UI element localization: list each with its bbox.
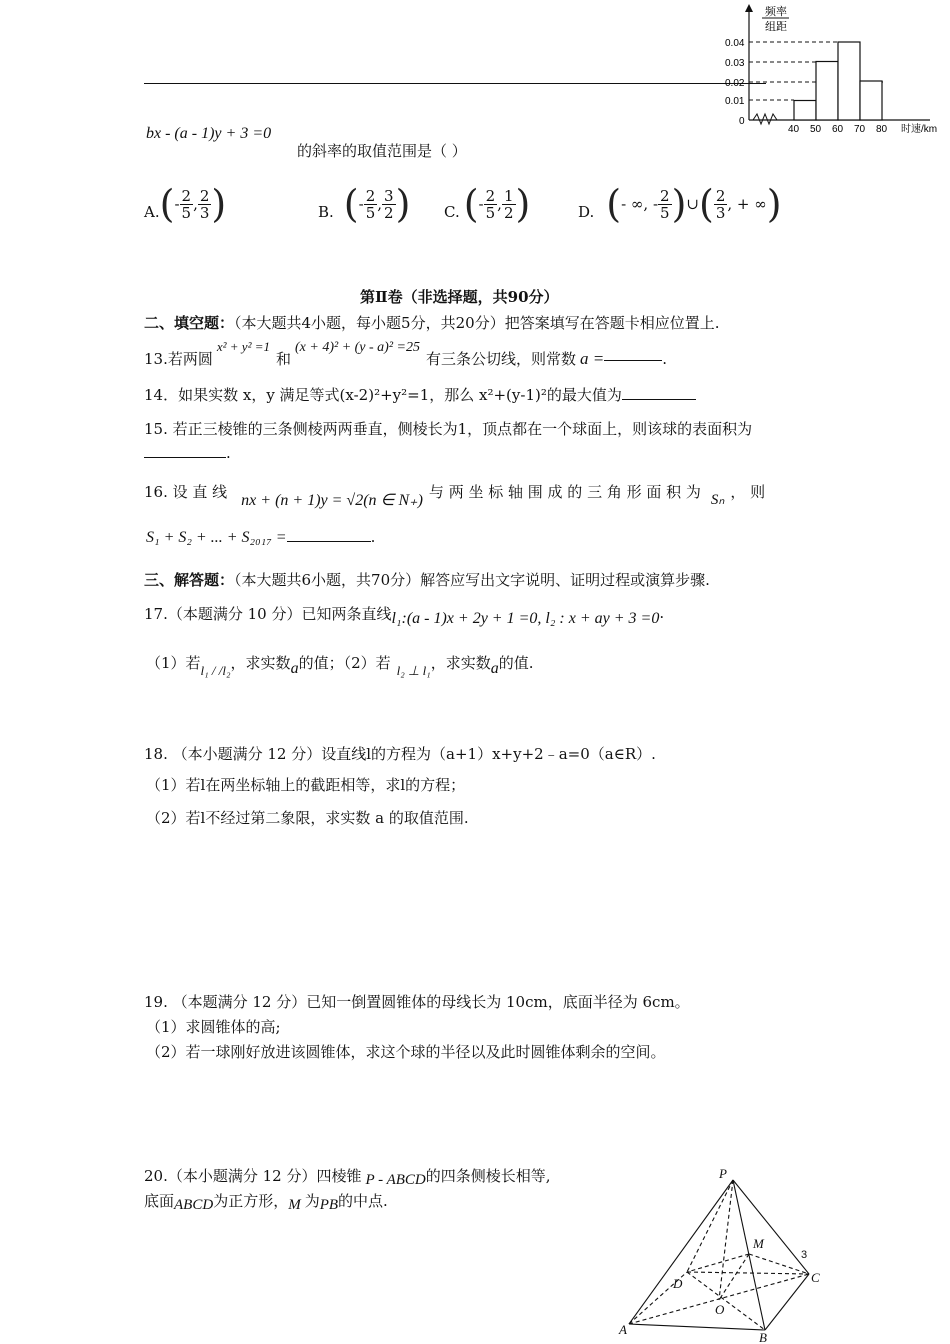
pyramid-diagram xyxy=(615,1166,830,1344)
q20-abcd: ABCD xyxy=(174,1197,214,1213)
q20-pb: PB xyxy=(319,1197,339,1213)
hist-bar-60-70 xyxy=(838,42,860,120)
q15-answer-blank[interactable] xyxy=(144,457,226,458)
q13-pre: 13.若两圆 xyxy=(144,350,213,368)
q18-line2: （1）若l在两坐标轴上的截距相等，求l的方程； xyxy=(146,776,466,794)
answer-head: 三、解答题： xyxy=(144,571,235,589)
q16-answer-blank[interactable] xyxy=(287,541,371,542)
q20-post: 的四条侧棱长相等, xyxy=(425,1167,551,1185)
section2-title: 第Ⅱ卷（非选择题，共90分） xyxy=(360,288,559,306)
option-c-frac2: $\frac{1}{2}$ xyxy=(503,186,514,222)
pyramid-label-a: A xyxy=(619,1322,627,1337)
q17-find-a2: ，求实数 xyxy=(430,653,491,672)
option-a-label: A. xyxy=(144,203,160,221)
hist-ytick-004: 0.04 xyxy=(725,38,745,49)
q17-end: . xyxy=(659,604,665,622)
fill-in-header xyxy=(144,312,719,333)
hist-ylabel-bottom: 组距 xyxy=(765,21,787,33)
q17-var-a2: a xyxy=(490,660,499,677)
pyramid-label-m: M xyxy=(753,1236,764,1251)
option-d-frac1: $\frac{2}{5}$ xyxy=(660,186,670,222)
option-c-label: C. xyxy=(444,203,460,221)
q14 xyxy=(144,384,696,405)
option-c-frac1: $\frac{2}{5}$ xyxy=(485,186,496,222)
pyramid-label-b: B xyxy=(759,1330,767,1344)
q20-base: 底面 xyxy=(144,1192,175,1210)
q13-answer-var: a = xyxy=(580,348,605,368)
q20-line2 xyxy=(144,1187,388,1214)
fill-in-desc: （本大题共4小题，每小题5分，共20分）把答案填写在答题卡相应位置上. xyxy=(234,314,720,332)
q16-sum xyxy=(146,528,375,547)
hist-xtick-80: 80 xyxy=(876,124,888,135)
q17-part2: 的值；（2）若 xyxy=(298,653,391,672)
q17 xyxy=(144,598,664,628)
option-d-neg-inf: - ∞, - xyxy=(621,195,659,213)
q14-text: 14．如果实数 x，y 满足等式(x-2)²+y²=1，那么 x²+(y-1)²的最大值为 xyxy=(144,386,622,404)
q12-option-d: D. ( - ∞, - $\frac{2}{5}$ ) ∪ ( $\frac{2}{3}$ , + ∞ ) xyxy=(578,182,782,226)
q16-dot: . xyxy=(370,528,376,546)
q20-square: 为正方形， xyxy=(213,1192,289,1210)
q17-part1: （1）若 xyxy=(146,653,201,672)
q20-pyramid-name: P - ABCD xyxy=(365,1172,426,1188)
answer-header xyxy=(144,569,710,590)
q12-line-equation: bx - (a - 1)y + 3 =0 xyxy=(146,125,272,142)
q12-stem xyxy=(146,124,271,143)
q13-answer-blank[interactable] xyxy=(604,360,662,361)
hist-ytick-001: 0.01 xyxy=(725,96,745,107)
option-d-frac2: $\frac{2}{3}$ xyxy=(715,186,726,222)
pyramid-label-c: C xyxy=(811,1270,820,1285)
q19-line1: 19. （本题满分 12 分）已知一倒置圆锥体的母线长为 10cm，底面半径为 6cm。 xyxy=(144,993,690,1011)
hist-bar-40-50 xyxy=(794,101,816,121)
q19-line3: （2）若一球刚好放进该圆锥体，求这个球的半径以及此时圆锥体剩余的空间。 xyxy=(146,1043,666,1061)
q17-find-a: ，求实数 xyxy=(230,653,291,672)
q17-lines-eq: l₁:(a - 1)x + 2y + 1 =0, l₂ : x + ay + 3 =0 xyxy=(391,610,660,627)
q20-line1 xyxy=(144,1162,551,1189)
q17-perpendicular: l₂ ⊥ l₁ xyxy=(396,663,431,678)
q16-sn: Sₙ xyxy=(710,491,725,508)
q13-and: 和 xyxy=(276,350,292,368)
option-a-minus: - xyxy=(174,195,180,213)
option-b-frac1: $\frac{2}{5}$ xyxy=(365,186,376,222)
q15-answer-line xyxy=(144,444,231,462)
q14-answer-blank[interactable] xyxy=(622,399,696,400)
hist-xlabel: 时速/km xyxy=(901,124,938,135)
q16-line-eq: nx + (n + 1)y = √2(n ∈ N₊) xyxy=(241,492,423,509)
q12-option-a: A. ( - $\frac{2}{5}$ , $\frac{2}{3}$ ) xyxy=(144,182,227,226)
q20-is: 为 xyxy=(304,1192,320,1210)
hist-xtick-50: 50 xyxy=(810,124,822,135)
q16-post: 与 两 坐 标 轴 围 成 的 三 角 形 面 积 为 xyxy=(428,482,701,501)
q13 xyxy=(144,334,667,369)
histogram-chart xyxy=(725,2,950,142)
q20-m: M xyxy=(288,1197,301,1213)
q12-option-b: B. ( - $\frac{2}{5}$ , $\frac{3}{2}$ ) xyxy=(318,182,411,226)
q12-question: 的斜率的取值范围是（ ） xyxy=(297,142,467,160)
q19-line2: （1）求圆锥体的高; xyxy=(146,1018,281,1036)
q15-end: . xyxy=(226,444,231,462)
hist-bar-50-60 xyxy=(816,62,838,121)
q16-pre: 16. 设 直 线 xyxy=(144,482,228,501)
hist-bar-70-80 xyxy=(860,81,882,120)
hist-ytick-002: 0.02 xyxy=(725,78,745,89)
option-d-pos-inf: , + ∞ xyxy=(727,195,767,213)
pyramid-label-o: O xyxy=(715,1302,725,1317)
option-a-frac2: $\frac{2}{3}$ xyxy=(199,186,210,222)
answer-desc: （本大题共6小题，共70分）解答应写出文字说明、证明过程或演算步骤. xyxy=(234,571,710,589)
option-a-frac1: $\frac{2}{5}$ xyxy=(181,186,192,222)
option-d-union: ∪ xyxy=(686,195,699,213)
q13-circle1: x² + y² =1 xyxy=(216,338,270,354)
option-d-label: D. xyxy=(578,203,595,221)
q17-parallel: l₁ / /l₂ xyxy=(200,663,231,678)
q13-post: 有三条公切线，则常数 xyxy=(426,350,577,368)
q16-end: ， 则 xyxy=(730,482,766,501)
q20-midpoint: 的中点. xyxy=(338,1192,388,1210)
q12-option-c: C. ( - $\frac{2}{5}$ , $\frac{1}{2}$ ) xyxy=(444,182,531,226)
pyramid-edge-length: 3 xyxy=(801,1249,808,1261)
q17-var-a1: a xyxy=(290,660,299,677)
option-b-frac2: $\frac{3}{2}$ xyxy=(384,186,394,222)
hist-ytick-003: 0.03 xyxy=(725,58,745,69)
q17-parts xyxy=(146,645,534,679)
option-b-minus: - xyxy=(358,195,364,213)
q15: 15. 若正三棱锥的三条侧棱两两垂直，侧棱长为1，顶点都在一个球面上，则该球的表面积为 xyxy=(144,420,753,438)
q20-pre: 20.（本小题满分 12 分）四棱锥 xyxy=(144,1167,362,1185)
option-b-label: B. xyxy=(318,203,334,221)
q18-line1: 18. （本小题满分 12 分）设直线l的方程为（a+1）x+y+2﹣a=0（a∈R）. xyxy=(144,745,656,763)
pyramid-label-p: P xyxy=(719,1166,727,1181)
q18-line3: （2）若l不经过第二象限，求实数 a 的取值范围. xyxy=(146,809,469,827)
q13-circle2: (x + 4)² + (y - a)² =25 xyxy=(295,339,420,355)
hist-xtick-70: 70 xyxy=(854,124,866,135)
option-c-minus: - xyxy=(478,195,484,213)
hist-xtick-60: 60 xyxy=(832,124,844,135)
q17-value: 的值. xyxy=(498,653,534,672)
q16 xyxy=(144,472,765,510)
pyramid-label-d: D xyxy=(673,1276,683,1291)
top-rule xyxy=(144,83,766,84)
fill-in-head: 二、填空题： xyxy=(144,314,235,332)
hist-ytick-0: 0 xyxy=(739,116,745,127)
q16-sum-expr: S₁ + S₂ + ... + S₂₀₁₇ = xyxy=(146,529,287,546)
hist-xtick-40: 40 xyxy=(788,124,800,135)
q17-pre: 17.（本题满分 10 分）已知两条直线 xyxy=(144,604,392,623)
q13-end: . xyxy=(662,349,668,368)
hist-ylabel-top: 频率 xyxy=(765,6,787,18)
